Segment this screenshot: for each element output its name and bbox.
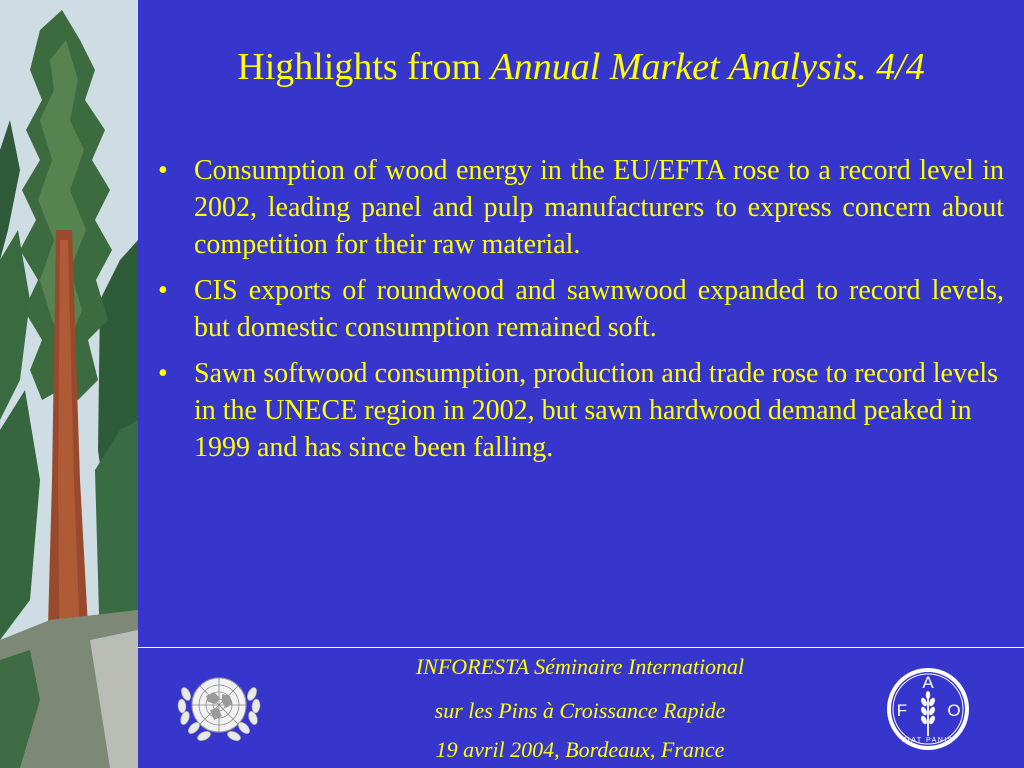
title-italic: Annual Market Analysis. 4/4 xyxy=(490,46,925,88)
un-emblem-logo xyxy=(172,664,266,746)
fao-motto: FIAT PANIS xyxy=(902,737,954,744)
footer-divider xyxy=(138,647,1024,648)
title-plain: Highlights from xyxy=(237,46,491,88)
bullet-dot: • xyxy=(158,155,168,186)
bullet-dot: • xyxy=(158,275,168,306)
footer-line-3: 19 avril 2004, Bordeaux, France xyxy=(435,737,725,762)
fao-emblem-logo xyxy=(885,666,971,752)
footer-line-2: sur les Pins à Croissance Rapide xyxy=(434,698,726,723)
redwood-tree-image xyxy=(0,0,138,768)
slide-title xyxy=(138,40,1024,94)
fao-letter-o: O xyxy=(947,701,961,720)
fao-letter-a: A xyxy=(922,673,934,692)
bullet-item xyxy=(158,272,1004,346)
bullet-list xyxy=(158,152,1004,475)
fao-emblem-icon xyxy=(885,666,971,752)
un-emblem-icon xyxy=(172,664,266,746)
footer-line-1: INFORESTA Séminaire International xyxy=(415,654,745,679)
forest-photo xyxy=(0,0,138,768)
fao-letter-f: F xyxy=(896,701,908,720)
bullet-item xyxy=(158,355,1004,466)
bullet-text: CIS exports of roundwood and sawnwood expanded to record levels, but domestic consumption remained soft. xyxy=(194,275,1004,343)
bullet-dot: • xyxy=(158,358,168,389)
bullet-text: Consumption of wood energy in the EU/EFTA rose to a record level in 2002, leading panel and pulp manufacturers to express concern about competition for their raw material. xyxy=(194,155,1004,260)
bullet-item xyxy=(158,152,1004,263)
bullet-text: Sawn softwood consumption, production and trade rose to record levels in the UNECE region in 2002, but sawn hardwood demand peaked in 1999 and has since been falling. xyxy=(194,358,999,463)
